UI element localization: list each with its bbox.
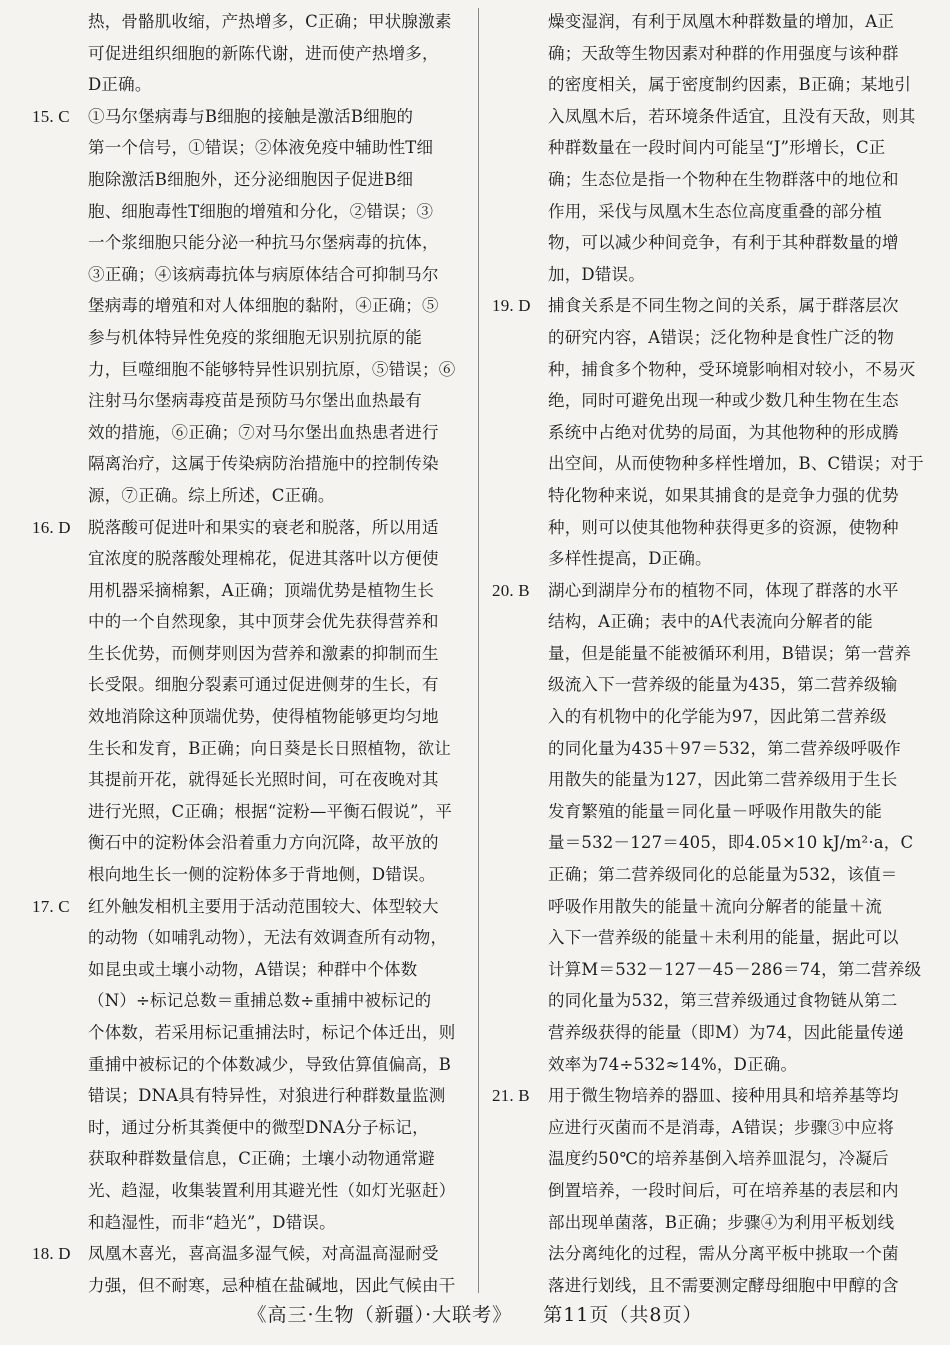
text-line [490,290,930,322]
line-text: 湖心到湖岸分布的植物不同，体现了群落的水平 [548,580,899,600]
text-line [30,1080,470,1112]
line-text: 发育繁殖的能量＝同化量－呼吸作用散失的能 [548,801,882,821]
text-line [30,227,470,259]
question-number: 21. B [492,1086,530,1106]
footer-page-number: 第11页（共8页） [543,1304,703,1326]
line-text: 量＝532－127＝405，即4.05×10 kJ/m²·a，C [548,833,914,853]
text-line [30,764,470,796]
line-text: 源，⑦正确。综上所述，C正确。 [88,485,335,505]
text-line [490,701,930,733]
line-text: 入凤凰木后，若环境条件适宜，且没有天敌，则其 [548,106,916,126]
line-text: 系统中占绝对优势的局面，为其他物种的形成腾 [548,422,899,442]
text-line [30,1175,470,1207]
text-line [490,512,930,544]
text-line [30,196,470,228]
line-text: 生长优势，而侧芽则因为营养和激素的抑制而生 [88,643,439,663]
text-line [30,322,470,354]
line-text: 的同化量为435＋97＝532，第二营养级呼吸作 [548,738,901,758]
text-line [490,38,930,70]
text-line [490,638,930,670]
text-line [30,954,470,986]
text-line [490,796,930,828]
text-line [490,1270,930,1302]
line-text: 脱落酸可促进叶和果实的衰老和脱落，所以用适 [88,517,439,537]
text-line [30,290,470,322]
text-line [30,1017,470,1049]
text-line [30,891,470,923]
line-text: 力强，但不耐寒，忌种植在盐碱地，因此气候由干 [88,1275,456,1295]
line-text: 堡病毒的增殖和对人体细胞的黏附，④正确；⑤ [88,296,439,316]
text-line [490,1175,930,1207]
line-text: ①马尔堡病毒与B细胞的接触是激活B细胞的 [88,106,414,126]
text-line [30,164,470,196]
line-text: 出空间，从而使物种多样性增加，B、C错误；对于 [548,454,924,474]
line-text: 的密度相关，属于密度制约因素，B正确；某地引 [548,75,912,95]
line-text: 确；天敌等生物因素对种群的作用强度与该种群 [548,43,899,63]
line-text: 可促进组织细胞的新陈代谢，进而使产热增多， [88,43,439,63]
line-text: 光、趋湿，收集装置利用其避光性（如灯光驱赶） [88,1180,456,1200]
line-text: 获取种群数量信息，C正确；土壤小动物通常避 [88,1149,435,1169]
line-text: 落进行划线，且不需要测定酵母细胞中甲醇的含 [548,1275,899,1295]
text-line [490,985,930,1017]
line-text: 一个浆细胞只能分泌一种抗马尔堡病毒的抗体， [88,233,439,253]
text-line [30,669,470,701]
text-line [30,259,470,291]
text-line [490,227,930,259]
line-text: 呼吸作用散失的能量＋流向分解者的能量＋流 [548,896,882,916]
line-text: 进行光照，C正确；根据“淀粉—平衡石假说”，平 [88,801,453,821]
text-line [490,69,930,101]
text-line [490,1143,930,1175]
text-line [30,101,470,133]
question-number: 20. B [492,580,530,600]
text-line [30,796,470,828]
line-text: 种，则可以使其他物种获得更多的资源，使物种 [548,517,899,537]
line-text: D正确。 [88,75,152,95]
text-line [30,1238,470,1270]
text-line [30,1207,470,1239]
column-divider [478,8,479,1293]
text-line [490,480,930,512]
text-line [490,859,930,891]
text-line [490,922,930,954]
line-text: 物，可以减少种间竞争，有利于其种群数量的增 [548,233,899,253]
line-text: 部出现单菌落，B正确；步骤④为利用平板划线 [548,1212,895,1232]
text-line [490,448,930,480]
line-text: 用机器采摘棉絮，A正确；顶端优势是植物生长 [88,580,435,600]
question-number: 16. D [32,517,71,537]
text-line [490,669,930,701]
line-text: 量，但是能量不能被循环利用，B错误；第一营养 [548,643,912,663]
line-text: 隔离治疗，这属于传染病防治措施中的控制传染 [88,454,439,474]
text-line [30,512,470,544]
line-text: 宜浓度的脱落酸处理棉花，促进其落叶以方便使 [88,549,439,569]
line-text: 作用，采伐与凤凰木生态位高度重叠的部分植 [548,201,882,221]
line-text: 衡石中的淀粉体会沿着重力方向沉降，故平放的 [88,833,439,853]
line-text: 用于微生物培养的器皿、接种用具和培养基等均 [548,1086,899,1106]
line-text: 应进行灭菌而不是消毒，A错误；步骤③中应将 [548,1117,895,1137]
line-text: 错误；DNA具有特异性，对狼进行种群数量监测 [88,1086,446,1106]
text-line [30,354,470,386]
line-text: 力，巨噬细胞不能够特异性识别抗原，⑤错误；⑥ [88,359,456,379]
line-text: （N）÷标记总数＝重捕总数÷重捕中被标记的 [88,991,432,1011]
text-line [30,1143,470,1175]
question-number: 19. D [492,296,531,316]
text-line [30,575,470,607]
text-line [30,6,470,38]
text-line [30,543,470,575]
text-line [30,701,470,733]
footer-title: 《高三·生物（新疆）·大联考》 [247,1304,513,1326]
line-text: 根向地生长一侧的淀粉体多于背地侧，D错误。 [88,865,436,885]
line-text: 生长和发育，B正确；向日葵是长日照植物，欲让 [88,738,452,758]
text-line [490,733,930,765]
text-line [490,1080,930,1112]
text-line [490,385,930,417]
text-line [30,38,470,70]
line-text: 正确；第二营养级同化的总能量为532，该值＝ [548,865,898,885]
line-text: 倒置培养，一段时间后，可在培养基的表层和内 [548,1180,899,1200]
text-line [30,1270,470,1302]
line-text: 第一个信号，①错误；②体液免疫中辅助性T细 [88,138,434,158]
text-line [30,132,470,164]
line-text: 入的有机物中的化学能为97，因此第二营养级 [548,707,887,727]
text-line [490,354,930,386]
text-line [490,322,930,354]
page-footer [0,1298,950,1332]
text-line [490,827,930,859]
line-text: 多样性提高，D正确。 [548,549,712,569]
line-text: 胞除激活B细胞外，还分泌细胞因子促进B细 [88,169,414,189]
question-number: 17. C [32,896,70,916]
line-text: 效率为74÷532≈14%，D正确。 [548,1054,798,1074]
left-column [30,6,470,1301]
line-text: 个体数，若采用标记重捕法时，标记个体迁出，则 [88,1023,456,1042]
line-text: 捕食关系是不同生物之间的关系，属于群落层次 [548,296,899,316]
line-text: 热，骨骼肌收缩，产热增多，C正确；甲状腺激素 [88,12,452,31]
text-line [30,922,470,954]
line-text: ③正确；④该病毒抗体与病原体结合可抑制马尔 [88,264,439,284]
line-text: 计算M＝532－127－45－286＝74，第二营养级 [548,959,922,979]
text-line [30,985,470,1017]
line-text: 种群数量在一段时间内可能呈“J”形增长，C正 [548,138,886,158]
text-line [30,448,470,480]
text-line [490,132,930,164]
line-text: 加，D错误。 [548,264,645,284]
right-column [490,6,930,1301]
line-text: 级流入下一营养级的能量为435，第二营养级输 [548,675,898,695]
question-number: 15. C [32,106,70,126]
line-text: 时，通过分析其粪便中的微型DNA分子标记， [88,1117,429,1137]
line-text: 红外触发相机主要用于活动范围较大、体型较大 [88,896,439,916]
line-text: 效的措施，⑥正确；⑦对马尔堡出血热患者进行 [88,422,439,442]
line-text: 确；生态位是指一个物种在生物群落中的地位和 [548,169,899,189]
text-line [490,606,930,638]
text-line [490,259,930,291]
line-text: 结构，A正确；表中的A代表流向分解者的能 [548,612,873,632]
text-line [490,1049,930,1081]
text-line [30,1049,470,1081]
line-text: 注射马尔堡病毒疫苗是预防马尔堡出血热最有 [88,391,422,411]
text-line [490,954,930,986]
line-text: 用散失的能量为127，因此第二营养级用于生长 [548,770,898,790]
line-text: 温度约50℃的培养基倒入培养皿混匀，冷凝后 [548,1149,889,1169]
text-line [30,69,470,101]
text-line [30,480,470,512]
text-line [490,575,930,607]
text-line [30,606,470,638]
line-text: 参与机体特异性免疫的浆细胞无识别抗原的能 [88,327,422,347]
line-text: 长受限。细胞分裂素可通过促进侧芽的生长，有 [88,675,439,695]
line-text: 种，捕食多个物种，受环境影响相对较小，不易灭 [548,359,916,379]
line-text: 绝，同时可避免出现一种或少数几种生物在生态 [548,391,899,411]
text-line [490,1207,930,1239]
line-text: 凤凰木喜光，喜高温多湿气候，对高温高湿耐受 [88,1244,439,1264]
line-text: 法分离纯化的过程，需从分离平板中挑取一个菌 [548,1244,899,1264]
line-text: 如昆虫或土壤小动物，A错误；种群中个体数 [88,959,418,979]
line-text: 的动物（如哺乳动物），无法有效调查所有动物， [88,928,448,948]
line-text: 效地消除这种顶端优势，使得植物能够更均匀地 [88,707,439,727]
text-line [30,638,470,670]
text-line [30,733,470,765]
line-text: 营养级获得的能量（即M）为74，因此能量传递 [548,1023,904,1042]
text-line [30,417,470,449]
line-text: 的同化量为532，第三营养级通过食物链从第二 [548,991,898,1011]
text-line [490,1017,930,1049]
line-text: 胞、细胞毒性T细胞的增殖和分化，②错误；③ [88,201,434,221]
text-line [30,859,470,891]
text-line [30,827,470,859]
line-text: 入下一营养级的能量＋未利用的能量，据此可以 [548,928,899,948]
line-text: 中的一个自然现象，其中顶芽会优先获得营养和 [88,612,439,632]
question-number: 18. D [32,1244,71,1264]
text-line [490,891,930,923]
line-text: 特化物种来说，如果其捕食的是竞争力强的优势 [548,485,899,505]
text-line [490,764,930,796]
text-line [490,164,930,196]
line-text: 重捕中被标记的个体数减少，导致估算值偏高，B [88,1054,452,1074]
text-line [490,543,930,575]
line-text: 燥变湿润，有利于凤凰木种群数量的增加，A正 [548,12,895,31]
text-line [30,385,470,417]
text-line [490,6,930,38]
text-line [490,196,930,228]
text-line [490,101,930,133]
text-line [30,1112,470,1144]
line-text: 的研究内容，A错误；泛化物种是食性广泛的物 [548,327,895,347]
text-line [490,1238,930,1270]
line-text: 其提前开花，就得延长光照时间，可在夜晚对其 [88,770,439,790]
line-text: 和趋湿性，而非“趋光”，D错误。 [88,1212,336,1232]
text-line [490,417,930,449]
text-line [490,1112,930,1144]
